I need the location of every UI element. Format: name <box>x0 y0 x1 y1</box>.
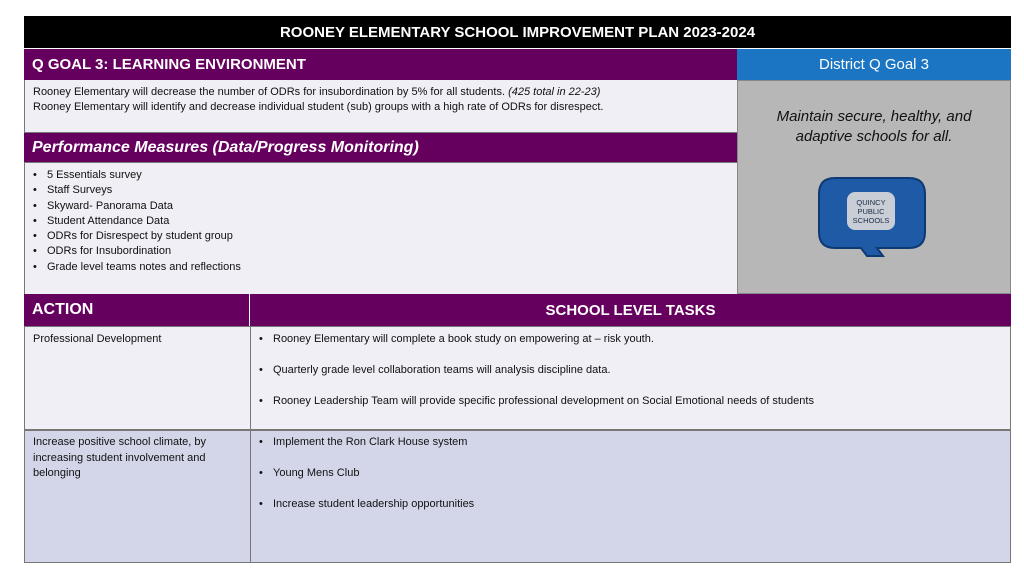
list-item: • Grade level teams notes and reflections <box>33 260 729 275</box>
list-item: • Student Attendance Data <box>33 214 729 229</box>
quote-line-2: adaptive schools for all. <box>795 128 953 145</box>
list-item: • Skyward- Panorama Data <box>33 199 729 214</box>
goal-description <box>24 80 737 132</box>
logo-text-line: QUINCY <box>856 198 886 207</box>
performance-measures-heading: Performance Measures (Data/Progress Monitoring) <box>24 132 737 163</box>
list-item: • ODRs for Insubordination <box>33 244 729 259</box>
list-item: • Rooney Leadership Team will provide specific professional development on Social Emotional needs of students <box>259 394 1002 409</box>
action-column-header: ACTION <box>24 294 250 326</box>
district-goal-label: District Q Goal 3 <box>737 49 1011 80</box>
tasks-column-header: SCHOOL LEVEL TASKS <box>250 294 1011 326</box>
list-item: • Implement the Ron Clark House system <box>259 435 1002 450</box>
list-item: • Rooney Elementary will complete a book study on empowering at – risk youth. <box>259 332 1002 347</box>
list-item: • Increase student leadership opportunities <box>259 497 1002 512</box>
district-goal-quote <box>737 107 1011 147</box>
action-cell: Increase positive school climate, by increasing student involvement and belonging <box>24 430 251 563</box>
goal-title: Q GOAL 3: LEARNING ENVIRONMENT <box>24 49 737 80</box>
goal-line-2: Rooney Elementary will identify and decrease individual student (sub) groups with a high rate of ODRs for disrespect. <box>33 101 604 113</box>
goal-line-1-note: (425 total in 22-23) <box>508 86 601 98</box>
list-item: • ODRs for Disrespect by student group <box>33 229 729 244</box>
list-item: • Staff Surveys <box>33 183 729 198</box>
quincy-public-schools-logo <box>817 176 927 258</box>
tasks-cell <box>250 326 1011 430</box>
logo-text-line: PUBLIC <box>857 207 885 216</box>
action-cell: Professional Development <box>24 326 251 430</box>
list-item: • Young Mens Club <box>259 466 1002 481</box>
goal-line-1: Rooney Elementary will decrease the number of ODRs for insubordination by 5% for all students. <box>33 86 509 98</box>
page-title: ROONEY ELEMENTARY SCHOOL IMPROVEMENT PLAN 2023-2024 <box>24 16 1011 48</box>
list-item: • Quarterly grade level collaboration teams will analysis discipline data. <box>259 363 1002 378</box>
list-item: • 5 Essentials survey <box>33 168 729 183</box>
performance-measures-list <box>24 163 737 294</box>
quote-line-1: Maintain secure, healthy, and <box>776 108 972 125</box>
logo-text-line: SCHOOLS <box>852 216 890 225</box>
tasks-cell <box>250 430 1011 563</box>
